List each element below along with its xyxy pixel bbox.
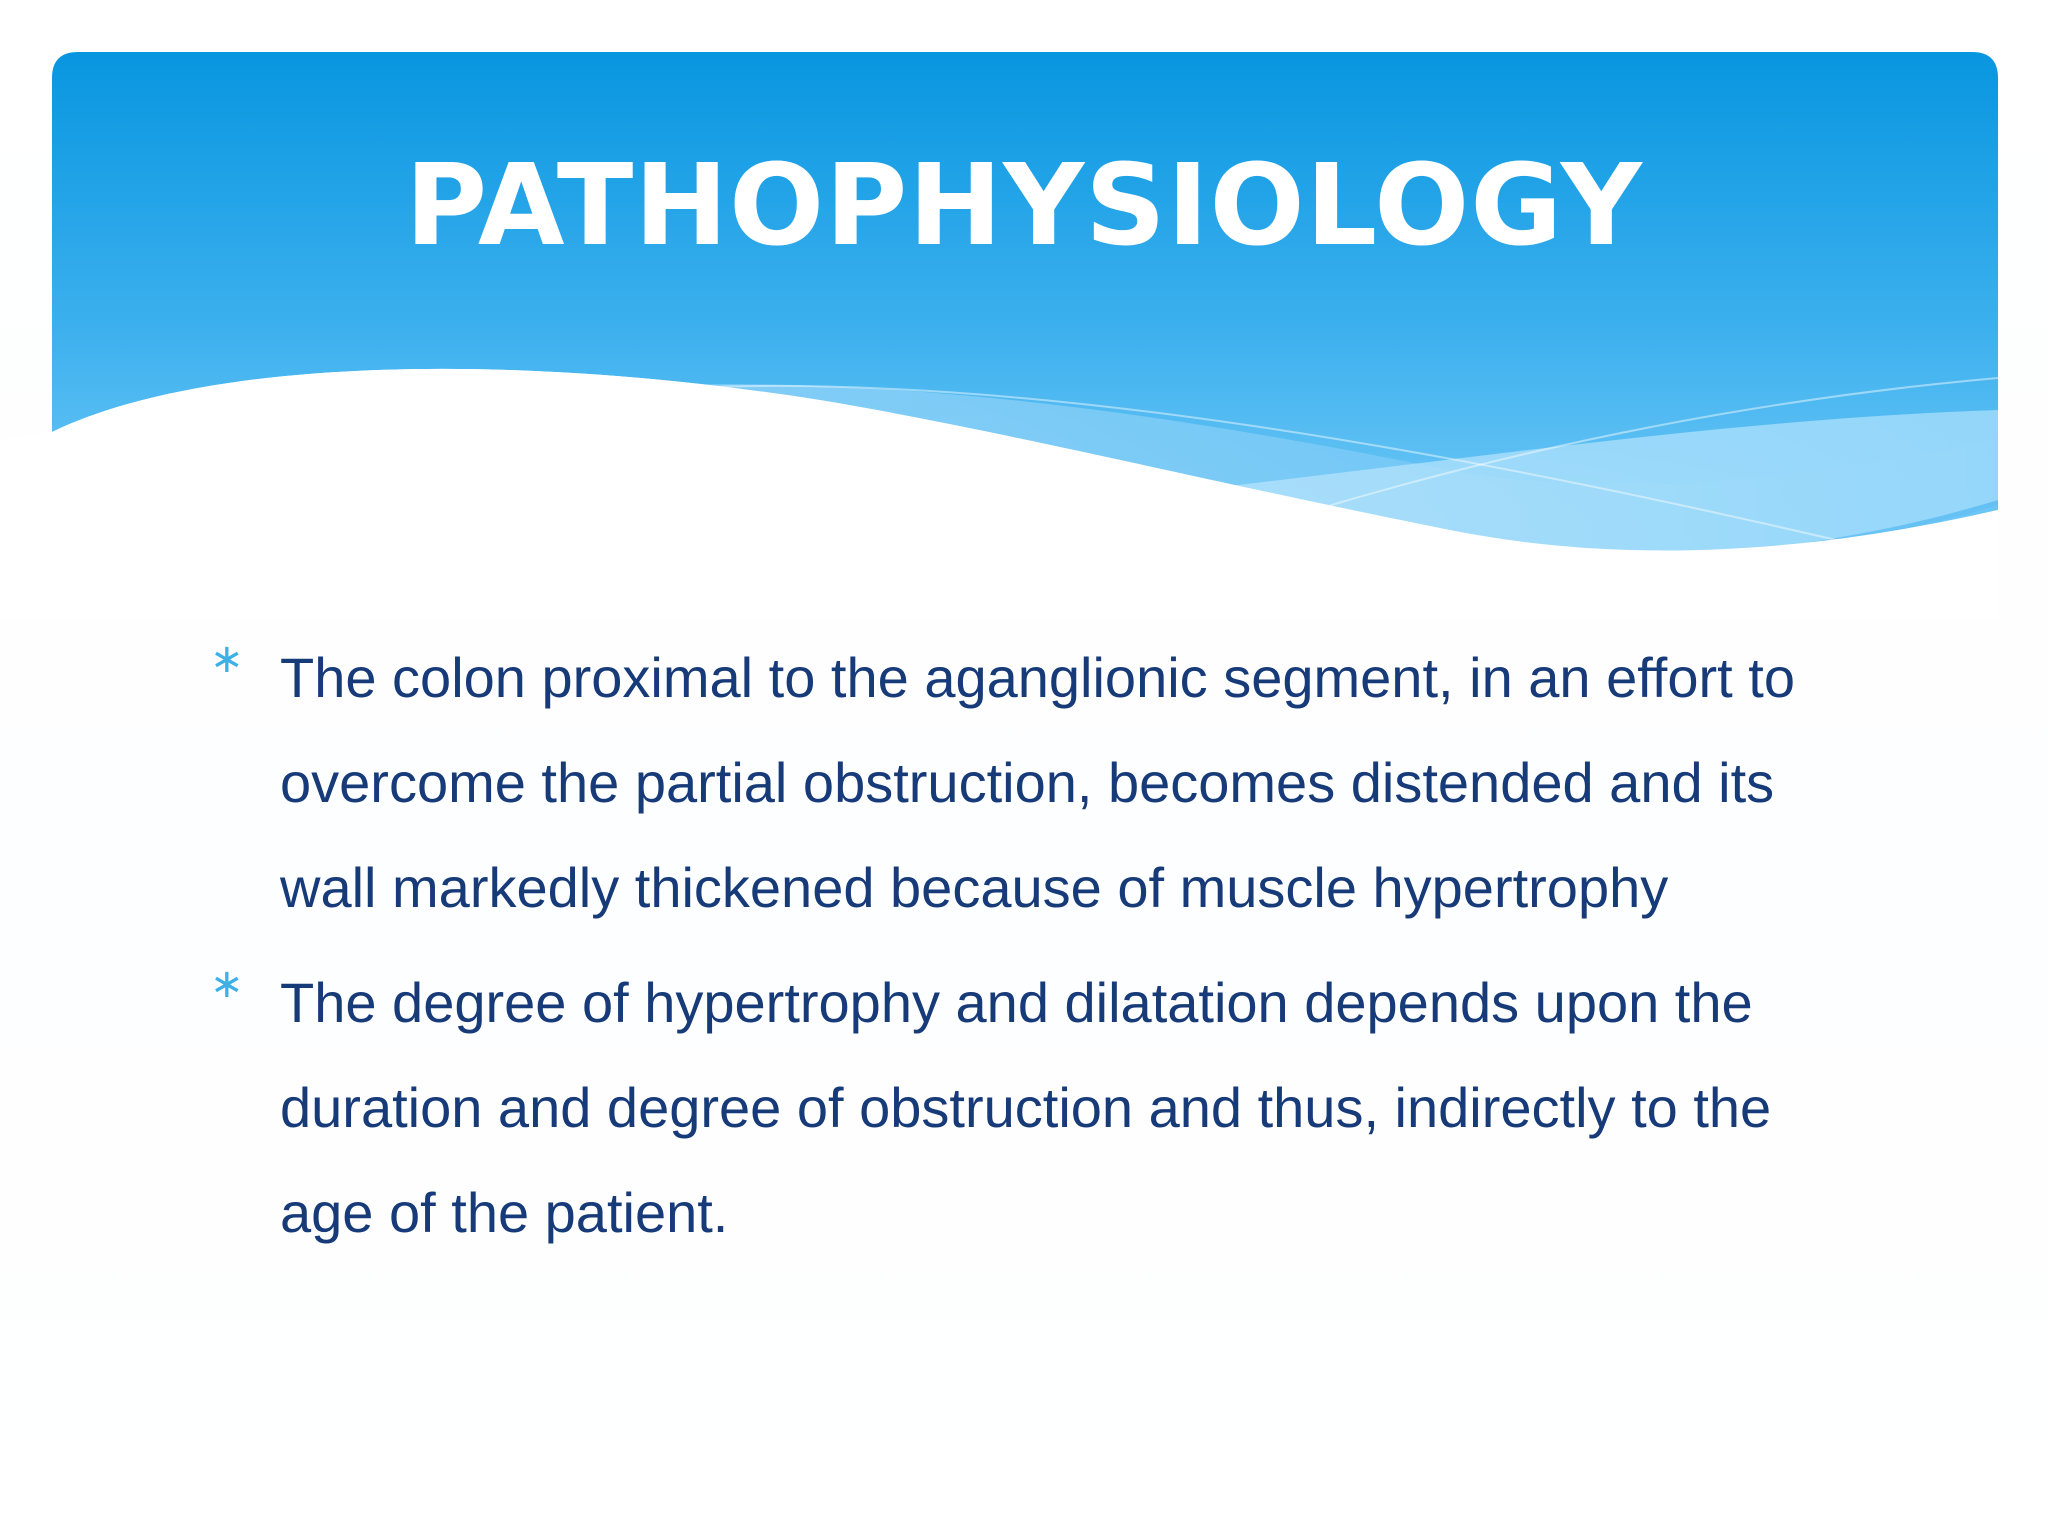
- slide-title: PATHOPHYSIOLOGY: [405, 141, 1643, 271]
- bullet-text: The degree of hypertrophy and dilatation depends upon the duration and degree of obstruction and thus, indirectly to the age of the patient.: [280, 971, 1772, 1244]
- asterisk-bullet-icon: ∗: [210, 636, 244, 682]
- bullet-list: [210, 625, 1850, 1275]
- header-wave-banner: [0, 0, 2048, 620]
- bullet-item: [210, 625, 1850, 940]
- asterisk-bullet-icon: ∗: [210, 961, 244, 1007]
- bullet-item: [210, 950, 1850, 1265]
- bullet-text: The colon proximal to the aganglionic segment, in an effort to overcome the partial obstruction, becomes distended and its wall markedly thickened because of muscle hypertrophy: [280, 646, 1795, 919]
